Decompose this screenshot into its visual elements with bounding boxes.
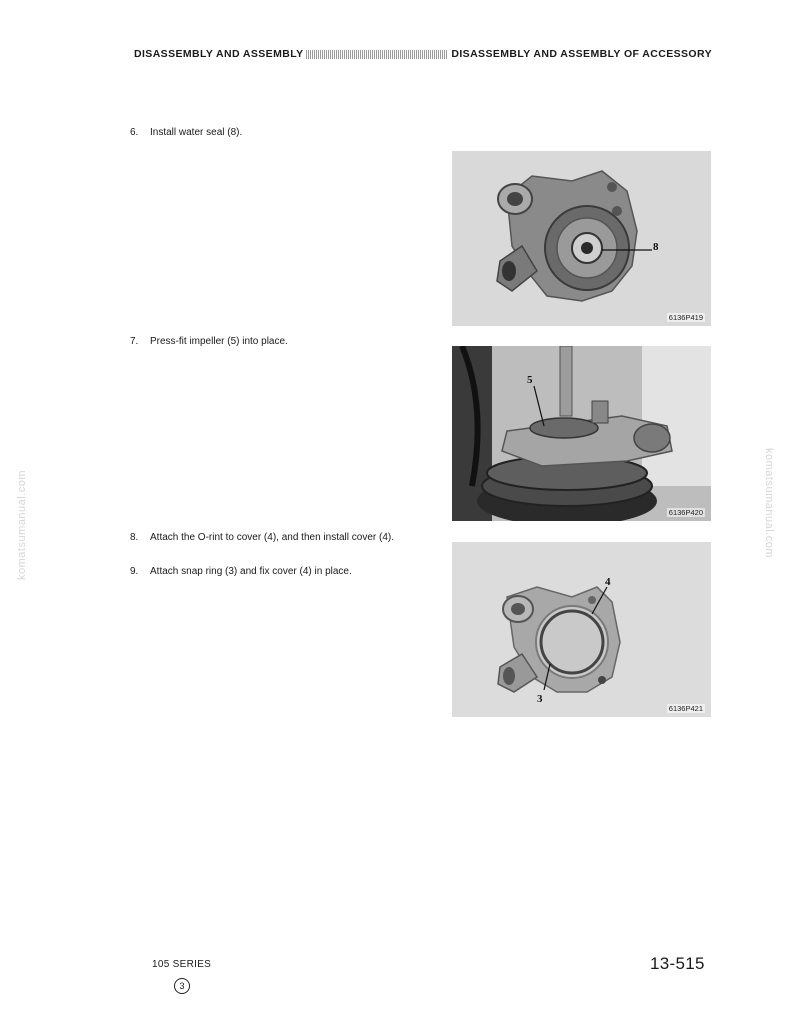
figure-code: 6136P421: [668, 704, 703, 713]
step-text: Press-fit impeller (5) into place.: [150, 336, 288, 347]
figure-code: 6136P420: [668, 508, 703, 517]
step-text: Attach snap ring (3) and fix cover (4) in place.: [150, 566, 352, 577]
revision-mark: 3: [174, 978, 190, 994]
page-number: 13-515: [650, 954, 705, 973]
step-6: [130, 126, 432, 140]
watermark-left: komatsumanual.com: [16, 470, 28, 580]
photo-water-seal: [452, 151, 711, 326]
step-9: [130, 565, 432, 579]
watermark-right: komatsumanual.com: [763, 448, 775, 558]
step-text: Attach the O-rint to cover (4), and then install cover (4).: [150, 532, 394, 543]
water-pump-housing-image: [452, 151, 711, 326]
footer-series: 105 SERIES: [152, 959, 212, 970]
callout-label: 4: [605, 576, 611, 588]
figure-code: 6136P419: [668, 313, 703, 322]
header-right-title: DISASSEMBLY AND ASSEMBLY OF ACCESSORY: [451, 48, 712, 60]
callout-label: 3: [537, 693, 543, 705]
callout-label: 5: [527, 374, 533, 386]
page-header: [134, 46, 712, 62]
step-8: [130, 531, 432, 545]
step-number: 9.: [130, 566, 139, 577]
step-number: 8.: [130, 532, 139, 543]
impeller-press-image: [452, 346, 711, 521]
callout-label: 8: [653, 241, 659, 253]
step-number: 6.: [130, 127, 139, 138]
cover-snap-ring-image: [452, 542, 711, 717]
step-7: [130, 335, 432, 349]
photo-impeller: [452, 346, 711, 521]
step-text: Install water seal (8).: [150, 127, 243, 138]
step-number: 7.: [130, 336, 139, 347]
photo-cover-snap-ring: [452, 542, 711, 717]
header-left-title: DISASSEMBLY AND ASSEMBLY: [134, 48, 304, 60]
header-dot-leader: [306, 50, 448, 59]
